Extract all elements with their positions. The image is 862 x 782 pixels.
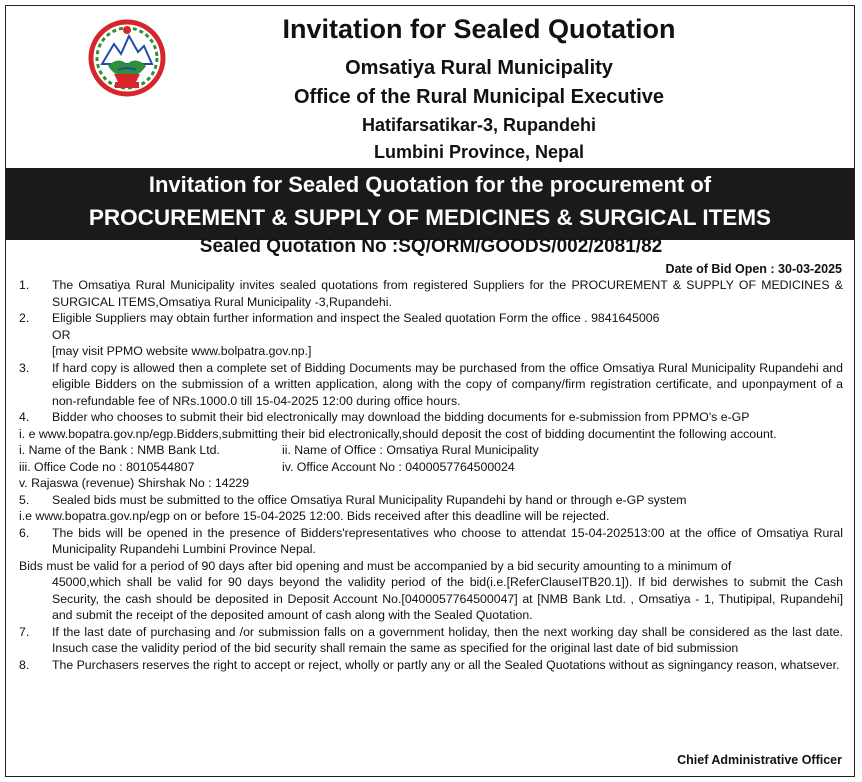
- list-item: [19, 360, 843, 410]
- item-number: 6.: [19, 525, 30, 540]
- title-banner: [6, 168, 854, 240]
- banner-line-1: Invitation for Sealed Quotation for the procurement of: [148, 172, 712, 197]
- item-number: 7.: [19, 624, 30, 639]
- list-item: [19, 310, 843, 327]
- item-number: 5.: [19, 492, 30, 507]
- item-number: 2.: [19, 311, 30, 325]
- item-continuation: i.e www.bopatra.gov.np/egp on or before 15-04-2025 12:00. Bids received after this deadline will be rejected.: [19, 509, 610, 523]
- notice-body: [19, 277, 843, 673]
- office-account: iv. Office Account No : 0400057764500024: [282, 459, 515, 474]
- item-number: 1.: [19, 278, 30, 292]
- office-name: Office of the Rural Municipal Executive: [293, 86, 665, 108]
- organization-name: Omsatiya Rural Municipality: [345, 57, 613, 79]
- office-address: Hatifarsatikar-3, Rupandehi: [361, 115, 597, 135]
- banner-line-2: PROCUREMENT & SUPPLY OF MEDICINES & SURGICAL ITEMS: [88, 205, 772, 230]
- item-continuation: i. e www.bopatra.gov.np/egp.Bidders,submitting their bid electronically,should deposit the cost of bidding documentint the following account.: [19, 426, 777, 441]
- item-text: Eligible Suppliers may obtain further information and inspect the Sealed quotation Form the office . 9841645006: [52, 311, 660, 325]
- list-item: [19, 409, 843, 426]
- item-text: The bids will be opened in the presence of Bidders'representatives who choose to attendat 15-04-202513:00 at the office of Omsatiya Rural Municipality Rupandehi Lumbini Province Nepal.: [52, 525, 843, 556]
- list-item: [19, 624, 843, 657]
- ppmo-website-note: [may visit PPMO website www.bolpatra.gov.np.]: [52, 344, 312, 358]
- item-number: 3.: [19, 360, 30, 375]
- page-title: Invitation for Sealed Quotation: [282, 14, 676, 44]
- list-item: [19, 492, 843, 509]
- item-text: If hard copy is allowed then a complete set of Bidding Documents may be purchased from the office Omsatiya Rural Municipality Rupandehi and eligible Bidders on the submission of a written application, along with the copy of company/firm registration certificate, and uponpayment of a non-refundable fee of NRs.1000.0 till 15-04-2025 12:00 during office hours.: [52, 360, 843, 408]
- bank-details-row: [19, 459, 843, 476]
- bid-validity-lead: Bids must be valid for a period of 90 days after bid opening and must be accompanied by a bid security amounting to a minimum of: [19, 558, 732, 573]
- item-or: OR: [52, 327, 71, 342]
- office-province: Lumbini Province, Nepal: [373, 142, 585, 162]
- item-text: The Omsatiya Rural Municipality invites sealed quotations from registered Suppliers for the PROCUREMENT & SUPPLY OF MEDICINES & SURGICAL ITEMS,Omsatiya Rural Municipality -3,Rupandehi.: [52, 278, 843, 309]
- list-item: [19, 277, 843, 310]
- item-text: Bidder who chooses to submit their bid electronically may download the bidding documents for e-submission from PPMO's e-GP: [52, 410, 750, 424]
- bid-open-date: Date of Bid Open : 30-03-2025: [665, 262, 842, 276]
- signature-title: Chief Administrative Officer: [677, 753, 842, 767]
- item-text: The Purchasers reserves the right to accept or reject, wholly or partly any or all the Sealed Quotations without as signingancy reason, whatsever.: [52, 657, 840, 672]
- quotation-number: Sealed Quotation No :SQ/ORM/GOODS/002/2081/82: [199, 236, 663, 257]
- list-item: [19, 657, 843, 674]
- bank-details-row: [19, 442, 843, 459]
- list-item: [19, 525, 843, 558]
- bank-name: i. Name of the Bank : NMB Bank Ltd.: [19, 443, 220, 457]
- item-text: If the last date of purchasing and /or submission falls on a government holiday, then the next working day shall be considered as the last date. Insuch case the validity period of the bid security shall remain the same as specified for the original last date of bid submission: [52, 624, 843, 655]
- office-code: iii. Office Code no : 8010544807: [19, 459, 195, 474]
- rajaswa-number: v. Rajaswa (revenue) Shirshak No : 14229: [19, 476, 250, 490]
- office-name-detail: ii. Name of Office : Omsatiya Rural Municipality: [282, 443, 539, 457]
- item-number: 8.: [19, 657, 30, 672]
- bid-validity-text: 45000,which shall be valid for 90 days beyond the validity period of the bid(i.e.[ReferClauseITB20.1]). If bid derwishes to submit the Cash Security, the cash should be deposited in Deposit Account No.[0400057764500047] at [NMB Bank Ltd. , Omsatiya - 1, Thutipipal, Rupandehi] and submit the receipt of the deposited amount of cash along with the Sealed Quotation.: [52, 575, 843, 622]
- item-text: Sealed bids must be submitted to the office Omsatiya Rural Municipality Rupandehi by hand or through e-GP system: [52, 492, 687, 507]
- item-number: 4.: [19, 410, 30, 424]
